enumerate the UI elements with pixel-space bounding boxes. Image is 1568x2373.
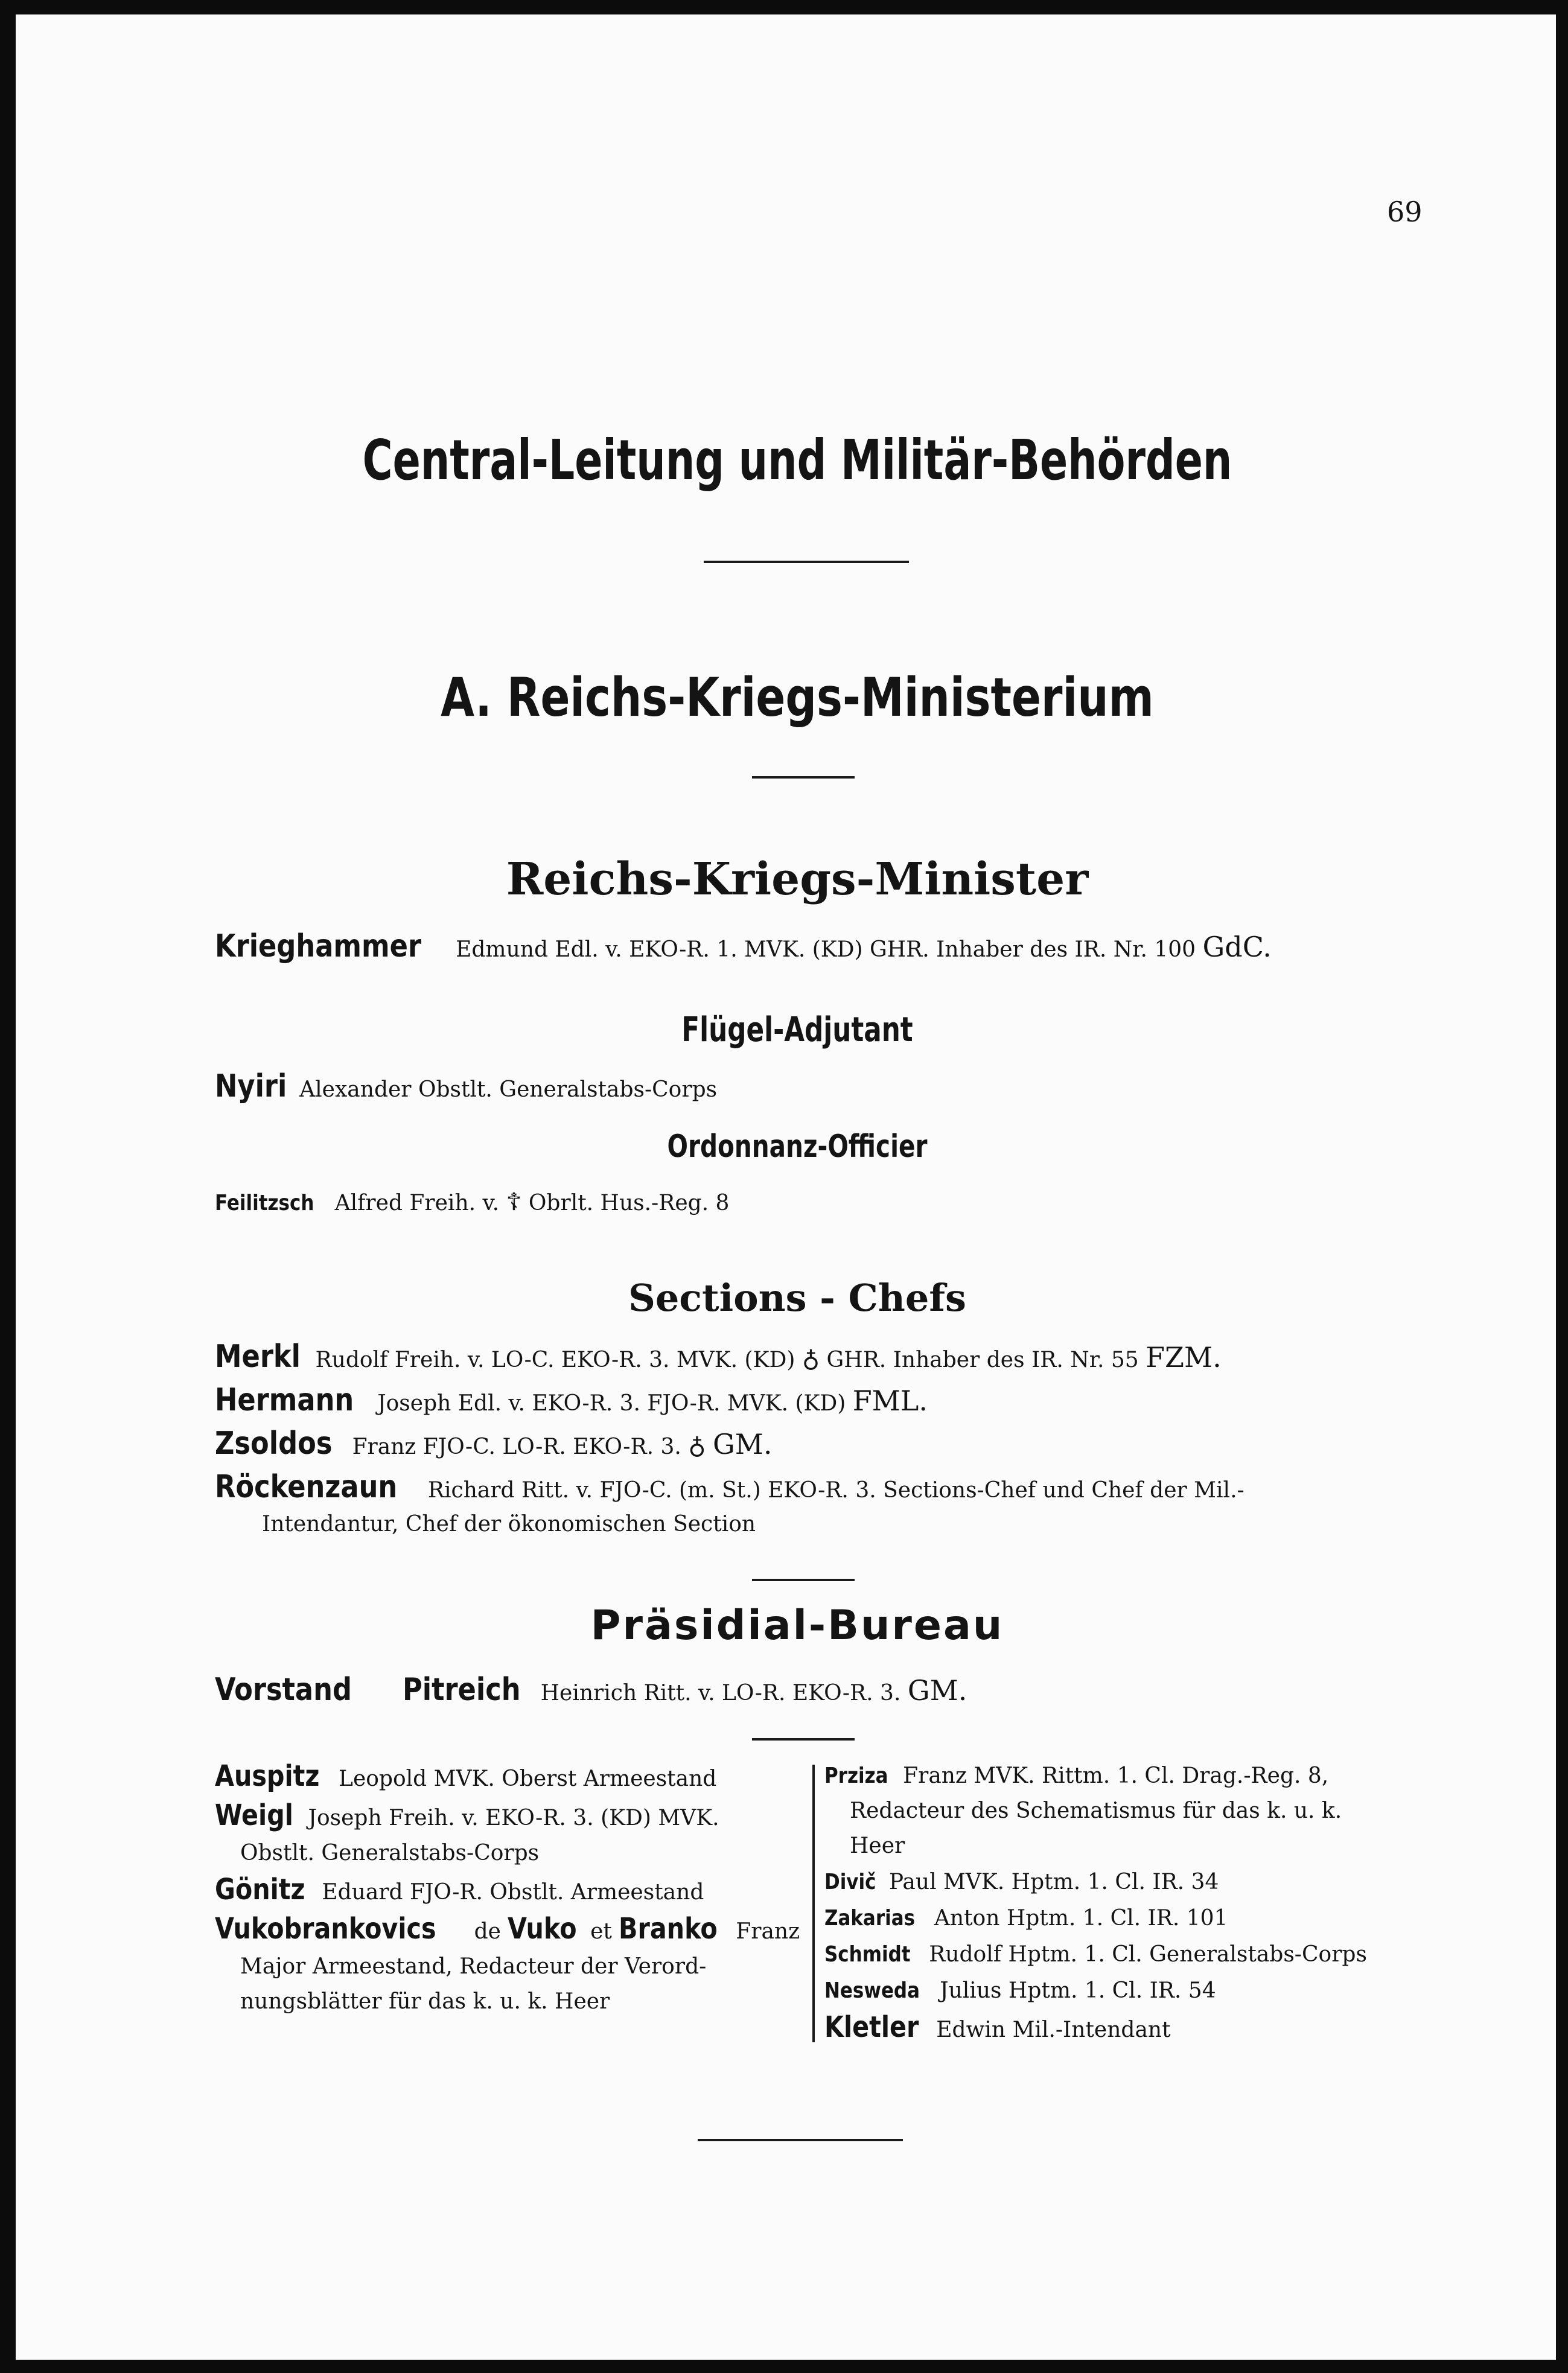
minister-entry <box>215 925 1272 972</box>
sections-chef-entry <box>215 1335 1222 1382</box>
list-item <box>215 1911 806 2019</box>
ordonnanz-heading: Ordonnanz-Officier <box>667 1129 928 1165</box>
entry-name: Nesweda <box>824 1978 920 2003</box>
entry-rank: GM. <box>712 1428 773 1460</box>
ordonnanz-name: Feilitzsch <box>215 1191 314 1215</box>
entry-details: Franz MVK. Rittm. 1. Cl. Drag.-Reg. 8, <box>903 1763 1329 1788</box>
divider <box>752 776 855 779</box>
adjutant-name: Nyiri <box>215 1068 287 1104</box>
minister-rank: GdC. <box>1202 931 1272 963</box>
entry-details: Franz <box>736 1919 800 1944</box>
entry-continuation: nungsblätter für das k. u. k. Heer <box>240 1989 610 2014</box>
entry-continuation: Heer <box>850 1833 905 1858</box>
list-item <box>824 1973 1429 2008</box>
list-item <box>824 1865 1429 1900</box>
staff-columns <box>215 1759 1429 2048</box>
entry-name: Schmidt <box>824 1942 911 1967</box>
praesidial-name: Pitreich <box>402 1672 521 1708</box>
entry-name: Zakarias <box>824 1906 916 1931</box>
entry-details: GHR. Inhaber des IR. Nr. 55 <box>826 1348 1139 1372</box>
cross-symbol-icon: ☦ <box>506 1188 522 1216</box>
list-item <box>215 1872 806 1910</box>
entry-name: Merkl <box>215 1339 301 1375</box>
minister-name: Krieghammer <box>215 928 421 964</box>
right-column <box>824 1759 1429 2049</box>
entry-details: Rudolf Hptm. 1. Cl. Generalstabs-Corps <box>929 1942 1367 1967</box>
entry-continuation: Major Armeestand, Redacteur der Verord- <box>240 1954 707 1979</box>
entry-details: Anton Hptm. 1. Cl. IR. 101 <box>934 1906 1228 1931</box>
entry-name: Divič <box>824 1870 876 1894</box>
entry-name: Hermann <box>215 1382 354 1418</box>
entry-name: Vuko <box>508 1912 578 1946</box>
sections-chef-entry <box>215 1378 928 1425</box>
adjutant-heading: Flügel-Adjutant <box>681 1010 913 1050</box>
entry-name: Weigl <box>215 1798 293 1832</box>
decoration-symbol-icon: ♁ <box>688 1432 706 1460</box>
divider <box>704 561 909 563</box>
entry-continuation: Obstlt. Generalstabs-Corps <box>240 1841 540 1865</box>
entry-details: Franz FJO-C. LO-R. EKO-R. 3. <box>352 1435 681 1459</box>
entry-particle: de <box>474 1919 501 1944</box>
entry-rank: FML. <box>852 1384 928 1417</box>
entry-rank: FZM. <box>1146 1341 1222 1374</box>
ordonnanz-entry <box>215 1180 729 1225</box>
entry-name: Zsoldos <box>215 1425 333 1462</box>
column-divider <box>812 1765 815 2042</box>
entry-particle: et <box>590 1919 612 1944</box>
decoration-symbol-icon: ♁ <box>802 1345 820 1373</box>
divider <box>752 1738 855 1741</box>
entry-name: Branko <box>619 1912 718 1946</box>
ordonnanz-details-b: Obrlt. Hus.-Reg. 8 <box>528 1191 730 1215</box>
divider <box>752 1579 855 1581</box>
praesidial-rank: GM. <box>907 1674 967 1707</box>
left-column <box>215 1759 806 2021</box>
praesidial-details: Heinrich Ritt. v. LO-R. EKO-R. 3. <box>540 1681 901 1706</box>
entry-details: Joseph Edl. v. EKO-R. 3. FJO-R. MVK. (KD) <box>377 1391 846 1416</box>
entry-continuation: Redacteur des Schematismus für das k. u. k. <box>850 1798 1342 1823</box>
minister-heading: Reichs-Kriegs-Minister <box>506 853 1089 905</box>
praesidial-heading: Präsidial-Bureau <box>590 1602 1004 1649</box>
list-item <box>824 1901 1429 1936</box>
entry-details: Edwin Mil.-Intendant <box>936 2018 1171 2042</box>
list-item <box>824 1759 1429 1864</box>
entry-name: Röckenzaun <box>215 1469 398 1505</box>
entry-name: Gönitz <box>215 1873 305 1906</box>
document-page <box>16 14 1556 2360</box>
divider <box>698 2139 903 2141</box>
entry-details: Joseph Freih. v. EKO-R. 3. (KD) MVK. <box>308 1806 719 1830</box>
sections-chefs-heading: Sections - Chefs <box>628 1276 966 1320</box>
adjutant-details: Alexander Obstlt. Generalstabs-Corps <box>299 1077 718 1102</box>
list-item <box>215 1798 806 1871</box>
section-a-title: A. Reichs-Kriegs-Ministerium <box>441 666 1154 728</box>
praesidial-label: Vorstand <box>215 1672 352 1708</box>
entry-details: Rudolf Freih. v. LO-C. EKO-R. 3. MVK. (KD) <box>315 1348 795 1372</box>
entry-continuation: Intendantur, Chef der ökonomischen Section <box>262 1512 756 1537</box>
list-item <box>215 1759 806 1797</box>
entry-details: Paul MVK. Hptm. 1. Cl. IR. 34 <box>888 1870 1219 1894</box>
ordonnanz-details: Alfred Freih. v. <box>334 1191 500 1215</box>
sections-chef-entry <box>215 1422 772 1469</box>
page-number: 69 <box>1387 196 1423 228</box>
entry-details: Leopold MVK. Oberst Armeestand <box>339 1766 717 1791</box>
praesidial-entry <box>215 1668 967 1715</box>
adjutant-entry <box>215 1065 717 1112</box>
entry-name: Vukobrankovics <box>215 1912 436 1946</box>
entry-details: Richard Ritt. v. FJO-C. (m. St.) EKO-R. 3. Sections-Chef und Chef der Mil.- <box>427 1478 1245 1503</box>
entry-details: Eduard FJO-R. Obstlt. Armeestand <box>322 1880 704 1905</box>
entry-name: Prziza <box>824 1763 888 1788</box>
list-item <box>824 2010 1429 2048</box>
entry-name: Kletler <box>824 2010 919 2044</box>
page-title: Central-Leitung und Militär-Behörden <box>362 428 1232 492</box>
entry-name: Auspitz <box>215 1759 320 1793</box>
sections-chef-continuation <box>215 1503 756 1546</box>
minister-details: Edmund Edl. v. EKO-R. 1. MVK. (KD) GHR. Inhaber des IR. Nr. 100 <box>456 937 1196 962</box>
entry-details: Julius Hptm. 1. Cl. IR. 54 <box>940 1978 1216 2003</box>
list-item <box>824 1937 1429 1972</box>
